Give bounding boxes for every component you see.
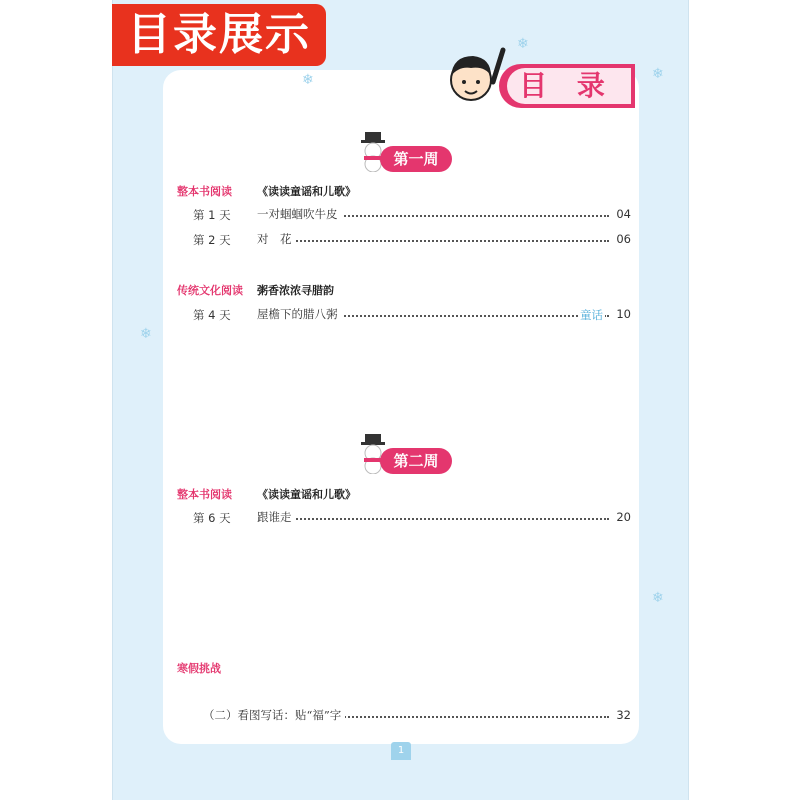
banner: 目录展示 (112, 4, 326, 66)
day-label: 第 1 天 (193, 208, 231, 222)
section-title: 《读读童谣和儿歌》 (257, 185, 356, 198)
section-label: 整本书阅读 (177, 488, 232, 501)
genre-tag: 童话 (580, 308, 603, 322)
leader-dots (261, 518, 609, 520)
page-number: 04 (612, 207, 631, 221)
toc-row[interactable] (163, 230, 639, 250)
page-number: 32 (612, 708, 631, 722)
week-1-badge (352, 130, 452, 174)
section-title: 《读读童谣和儿歌》 (257, 488, 356, 501)
page-number: 20 (612, 510, 631, 524)
page-number-tab: 1 (391, 742, 411, 760)
snowflake-icon: ❄ (302, 72, 314, 88)
page-number: 06 (612, 232, 631, 246)
toc-row[interactable] (163, 508, 639, 528)
snowflake-icon: ❄ (140, 326, 152, 342)
page-number: 10 (612, 307, 631, 321)
section-label: 寒假挑战 (177, 662, 221, 675)
leader-dots (261, 240, 609, 242)
snowflake-icon: ❄ (652, 590, 664, 606)
day-label: 第 2 天 (193, 233, 231, 247)
entry-title: 屋檐下的腊八粥 (257, 306, 342, 322)
entry-title: 对 花 (257, 231, 296, 247)
toc-header (499, 64, 635, 108)
entry-title: 跟谁走 (257, 509, 296, 525)
toc-row[interactable] (163, 205, 639, 225)
snowflake-icon: ❄ (652, 66, 664, 82)
toc-row[interactable] (163, 706, 639, 726)
section-label: 传统文化阅读 (177, 284, 243, 297)
section-title: 粥香浓浓寻腊韵 (257, 284, 334, 297)
day-label: 第 4 天 (193, 308, 231, 322)
entry-title: 一对蝈蝈吹牛皮 (257, 206, 342, 222)
toc-header-title: 目 录 (519, 69, 615, 102)
entry-title: （二）看图写话：贴“福”字 (203, 707, 345, 723)
snowflake-icon: ❄ (517, 36, 529, 52)
week-2-badge (352, 432, 452, 476)
toc-row[interactable] (163, 305, 639, 325)
day-label: 第 6 天 (193, 511, 231, 525)
week-1-label: 第一周 (380, 146, 452, 172)
section-label: 整本书阅读 (177, 185, 232, 198)
week-2-label: 第二周 (380, 448, 452, 474)
